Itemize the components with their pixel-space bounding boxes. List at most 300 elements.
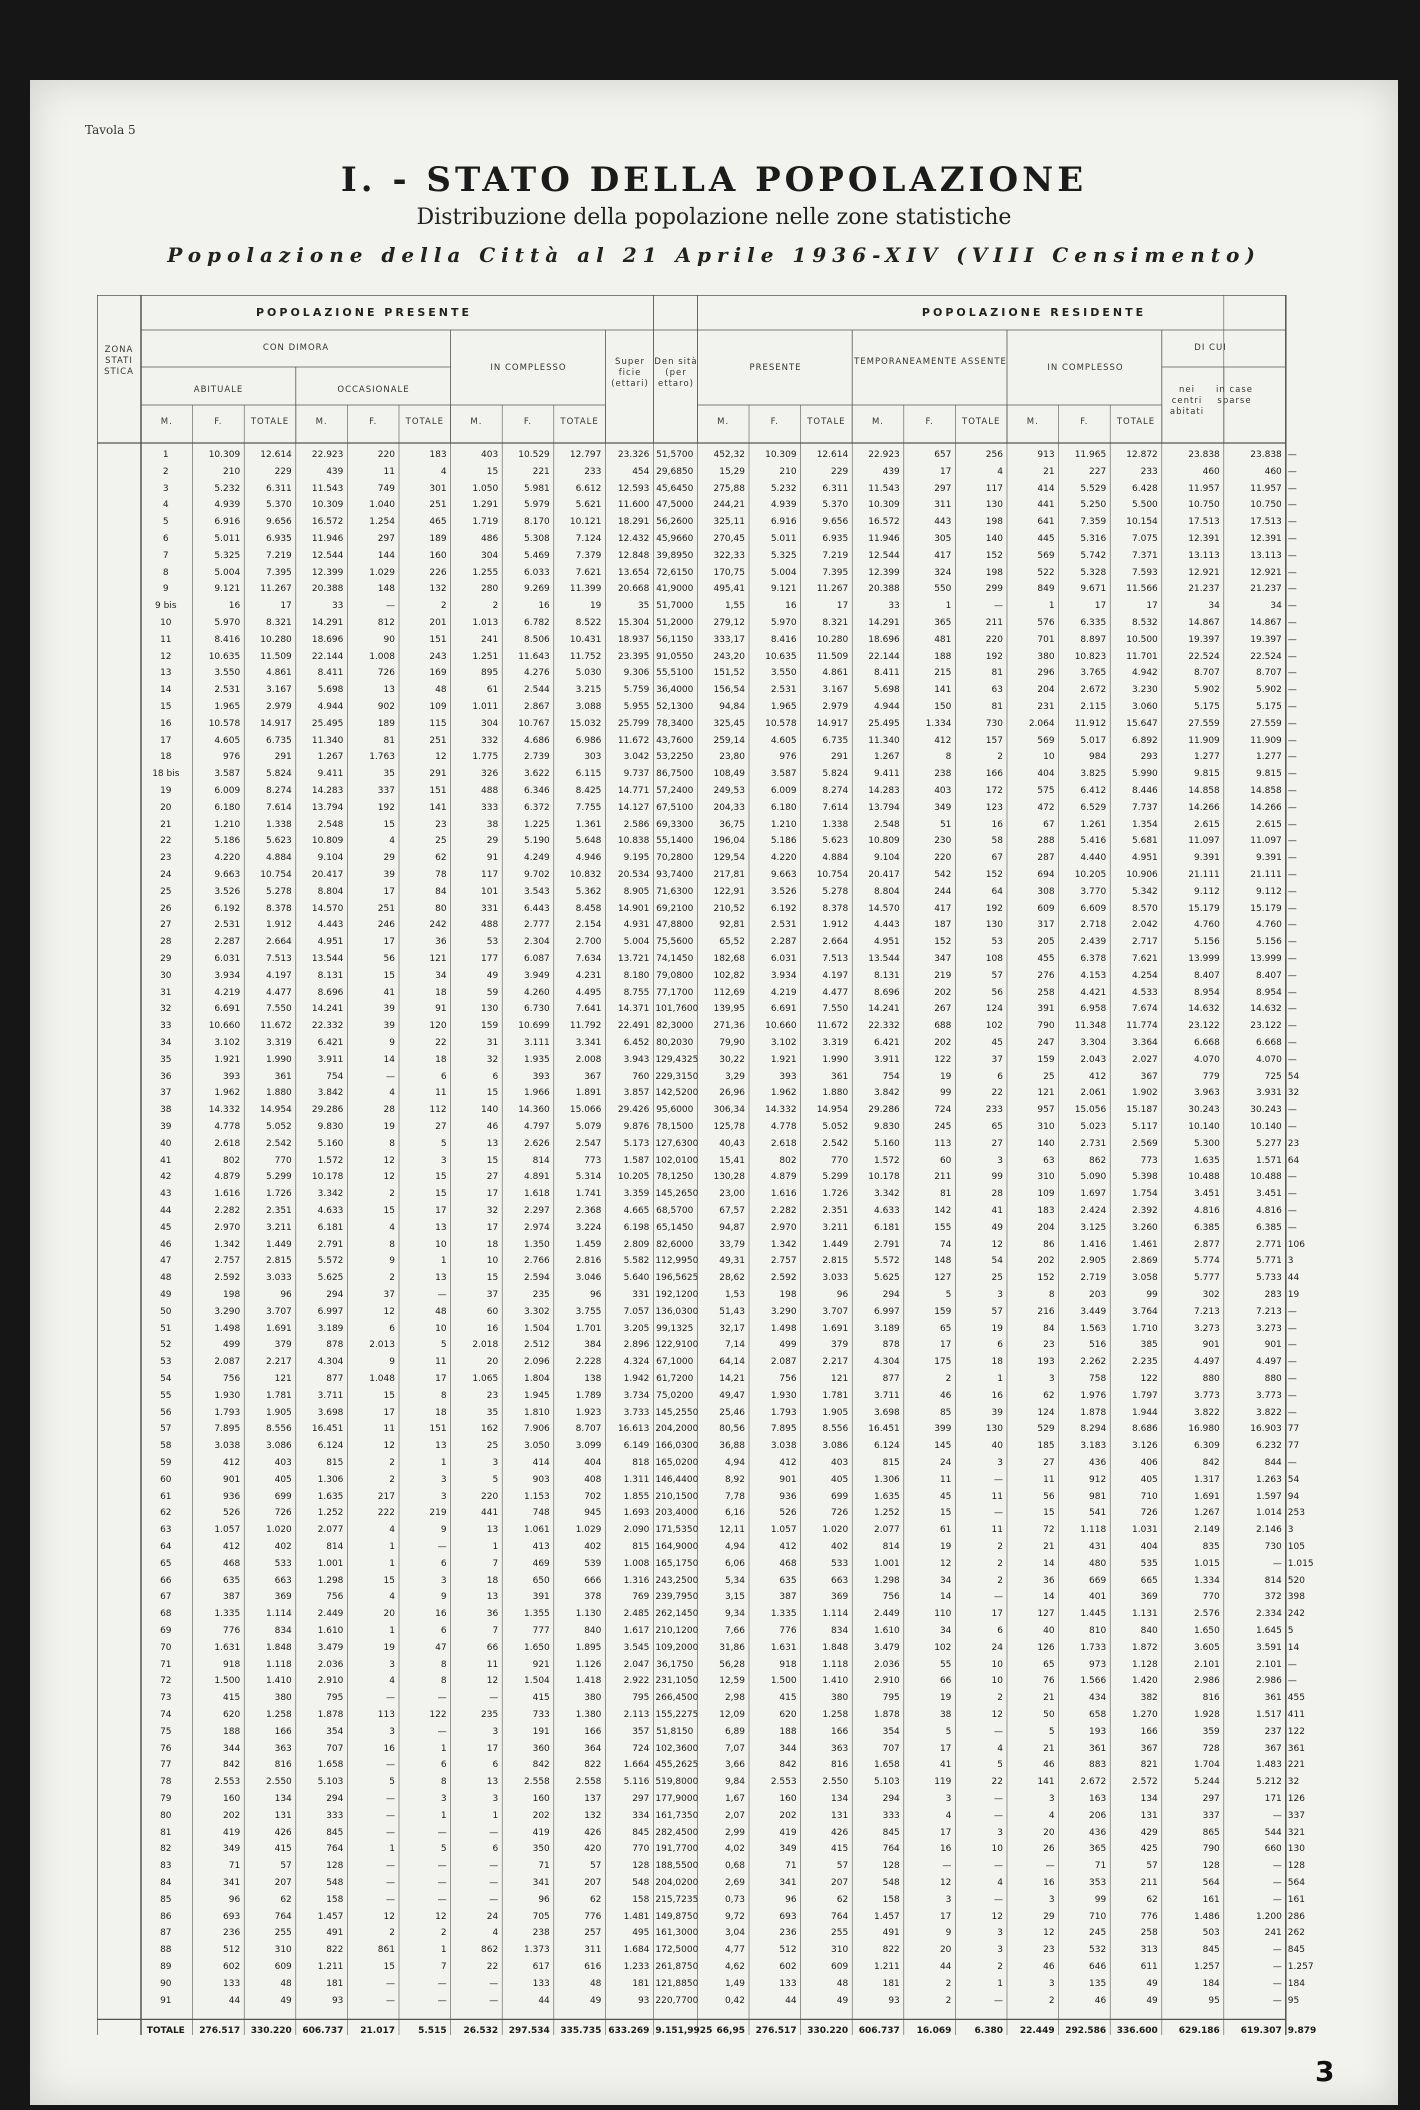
value-cell: 2.910 [874,1676,900,1687]
value-cell: 125,78 [713,1122,745,1132]
value-cell: 361 [274,1071,292,1082]
value-cell: 7,78 [724,1491,745,1502]
value-cell: 13.113 [1188,550,1220,561]
value-cell: 171,5350 [655,1525,699,1536]
value-cell: 46 [1043,1962,1055,1972]
value-cell: 13 [435,1273,447,1284]
value-cell: 4.219 [214,987,241,998]
value-cell: 8 [440,1777,447,1788]
value-cell: 380 [274,1693,292,1704]
value-cell: 1,49 [724,1978,745,1989]
value-cell: 2.718 [1080,920,1107,931]
value-cell: 5.469 [524,550,550,561]
value-cell: 1 [389,1542,395,1552]
value-cell: 331 [632,1290,650,1300]
value-cell: 431 [1089,1542,1107,1552]
value-cell: 1.658 [874,1760,900,1771]
value-cell: 981 [1089,1491,1107,1502]
value-cell: 70,2800 [656,853,694,864]
value-cell: 4.879 [214,1172,241,1183]
value-cell: 8.321 [266,618,292,628]
value-cell: 5.004 [770,567,797,578]
value-cell: — [1287,1105,1297,1116]
value-cell: 1 [945,601,952,612]
value-cell: 1.500 [770,1676,797,1687]
value-cell: 699 [274,1491,292,1502]
value-cell: 34 [939,1626,952,1636]
value-cell: 242 [429,920,447,931]
value-cell: 4.797 [524,1122,550,1132]
value-cell: 701 [1037,634,1055,645]
value-cell: 2.970 [214,1222,241,1233]
value-cell: 404 [1037,769,1055,780]
value-cell: 5.970 [214,618,241,628]
value-cell: 105 [1287,1542,1305,1552]
value-cell: 7.755 [575,802,602,813]
value-cell: 13 [435,1222,447,1233]
value-cell: 7.379 [575,550,602,561]
value-cell: 877 [326,1374,344,1384]
column-subheader: F. [214,417,223,427]
value-cell: 3.167 [822,685,849,696]
value-cell: 11.965 [1074,450,1107,460]
value-cell: 3.449 [1080,1306,1107,1317]
value-cell: 57 [836,1861,849,1872]
value-cell: 405 [831,1474,849,1485]
value-cell: 130 [985,920,1003,931]
value-cell: 19 [589,601,602,612]
value-cell: 246 [377,920,395,931]
value-cell: 4.220 [214,853,241,864]
value-cell: 15 [435,1172,447,1183]
zone-cell: 17 [160,735,172,746]
value-cell: 10.838 [617,836,650,847]
value-cell: 5.017 [1080,735,1107,746]
value-cell: 1.354 [1132,819,1158,830]
value-cell: 14.332 [765,1105,797,1116]
value-cell: 469 [532,1558,550,1569]
value-cell: 402 [584,1542,602,1552]
value-cell: 7,14 [724,1340,745,1351]
value-cell: 43,7600 [656,735,694,746]
value-cell: 842 [532,1760,550,1771]
zone-cell: 50 [160,1306,172,1317]
value-cell: — [1287,1374,1297,1384]
value-cell: 27.559 [1250,718,1282,729]
value-cell: 64 [1287,1155,1300,1166]
value-cell: 8.411 [874,668,900,679]
value-cell: 2 [945,1995,952,2006]
value-cell: 5.079 [575,1122,602,1132]
value-cell: 845 [632,1827,650,1838]
value-cell: 11.672 [617,735,650,746]
value-cell: — [1272,1962,1282,1972]
value-cell: 6 [440,1760,447,1771]
value-cell: 359 [1202,1726,1220,1737]
value-cell: 84 [1043,1323,1055,1334]
value-cell: 7.621 [1132,954,1158,964]
value-cell: 2.531 [214,685,241,696]
value-cell: 6.309 [1194,1441,1220,1452]
value-cell: 2.572 [1132,1777,1158,1788]
value-cell: 16 [939,1844,952,1855]
value-cell: 45 [991,1038,1003,1048]
value-cell: 2.553 [770,1777,797,1788]
value-cell: 291 [274,752,292,763]
value-cell: 1.373 [524,1945,550,1956]
value-cell: 918 [223,1659,241,1670]
value-cell: 415 [532,1693,550,1704]
value-cell: 5 [389,1777,395,1788]
value-cell: 1.361 [575,819,602,830]
value-cell: 6 [389,1323,395,1334]
value-cell: 14.241 [868,1004,900,1015]
value-cell: 361 [1264,1693,1282,1704]
value-cell: 17 [280,601,292,612]
value-cell: 895 [481,668,499,679]
value-cell: 11.672 [260,1021,292,1032]
value-cell: 71 [228,1861,241,1872]
value-cell: 21 [1043,1542,1055,1552]
value-cell: 3.042 [623,752,650,763]
value-cell: 229 [831,466,849,477]
value-cell: 5.582 [623,1256,650,1267]
value-cell: 6.192 [214,903,241,914]
value-cell: 57 [991,970,1003,981]
value-cell: 18.696 [868,634,900,645]
value-cell: 1.498 [214,1323,241,1334]
value-cell: 140 [985,534,1003,544]
value-cell: 71 [1094,1861,1107,1872]
value-cell: 769 [632,1592,650,1603]
value-cell: 6 [492,1844,499,1855]
value-cell: 6.443 [524,903,550,914]
value-cell: — [1287,550,1297,561]
value-cell: 770 [831,1155,849,1166]
value-cell: — [1287,1172,1297,1183]
zone-cell: 38 [160,1105,172,1116]
value-cell: 108,49 [713,769,745,780]
value-cell: 291 [429,769,447,780]
value-cell: 164,9000 [655,1542,699,1552]
value-cell: 4 [945,1810,952,1821]
value-cell: 5.103 [874,1777,900,1788]
value-cell: 2.217 [822,1357,849,1368]
value-cell: 239,7950 [655,1592,699,1603]
value-cell: 3.086 [822,1441,849,1452]
value-cell: — [1287,987,1297,998]
value-cell: 2 [492,601,499,612]
value-cell: 1.410 [266,1676,292,1687]
value-cell: 810 [1089,1626,1107,1636]
value-cell: 2,69 [724,1878,745,1888]
value-cell: 2.809 [623,1239,650,1250]
value-cell: 331 [481,903,499,914]
value-cell: 1.014 [1256,1508,1282,1519]
value-cell: 144 [377,550,395,561]
value-cell: — [489,1894,499,1905]
value-cell: 7.057 [623,1306,650,1317]
value-cell: 8.180 [623,970,650,981]
value-cell: 1.008 [369,651,395,662]
zone-cell: 83 [160,1861,172,1872]
value-cell: 44 [538,1995,550,2006]
in-centres-header: nei centri abitati [1169,385,1205,417]
value-cell: 4.197 [266,970,292,981]
value-cell: 14.266 [1250,802,1282,813]
value-cell: 1.261 [1080,819,1107,830]
value-cell: 20 [939,1945,952,1956]
value-cell: 36 [486,1609,499,1620]
value-cell: 726 [377,668,395,679]
value-cell: 1.930 [770,1390,797,1401]
value-cell: 2.618 [214,1138,241,1149]
zone-cell: 67 [160,1592,172,1603]
value-cell: 6.997 [317,1306,344,1317]
value-cell: 7,66 [724,1626,745,1636]
value-cell: 113 [934,1138,952,1149]
value-cell: 4,94 [724,1542,745,1552]
value-cell: — [1287,853,1297,864]
value-cell: 6 [440,1071,447,1082]
value-cell: 2.043 [1080,1054,1107,1065]
value-cell: 166,0300 [655,1441,699,1452]
value-cell: 455 [1287,1693,1305,1704]
value-cell: — [1287,1222,1297,1233]
value-cell: 135 [1089,1978,1107,1989]
value-cell: 393 [532,1071,550,1082]
value-cell: 78,1250 [656,1172,694,1183]
value-cell: 3.111 [524,1038,550,1048]
value-cell: 14.867 [1250,618,1282,628]
value-cell: 2.077 [874,1525,900,1536]
value-cell: 3 [1287,1525,1294,1536]
value-cell: — [1287,500,1297,511]
value-cell: — [385,1693,395,1704]
value-cell: 202 [223,1810,241,1821]
column-subheader: M. [470,417,483,427]
value-cell: 15.187 [1126,1105,1158,1116]
value-cell: 297 [632,1794,650,1804]
value-cell: 3.591 [1256,1642,1282,1653]
value-cell: 11.340 [311,735,344,746]
value-cell: 202 [934,1038,952,1048]
value-cell: 725 [1264,1071,1282,1082]
value-cell: 13.654 [617,567,650,578]
value-cell: 18 [486,1239,499,1250]
value-cell: 5.774 [1194,1256,1220,1267]
value-cell: 756 [882,1592,900,1603]
value-cell: 6 [440,1558,447,1569]
value-cell: 16.980 [1188,1424,1220,1435]
value-cell: 420 [584,1844,602,1855]
value-cell: 4.260 [524,987,550,998]
value-cell: 255 [274,1928,292,1939]
value-cell: 2.974 [524,1222,550,1233]
value-cell: 11 [1043,1474,1055,1485]
value-cell: 8 [440,1676,447,1687]
value-cell: 609 [831,1962,849,1972]
value-cell: 412 [779,1458,797,1468]
value-cell: 393 [223,1071,241,1082]
value-cell: — [1287,567,1297,578]
value-cell: — [1287,786,1297,796]
value-cell: 6.380 [974,2026,1003,2037]
value-cell: 902 [377,702,395,712]
value-cell: 1.775 [472,752,499,763]
scanned-page [30,80,1398,2105]
value-cell: 1.029 [575,1525,602,1536]
zone-cell: 4 [162,500,169,511]
value-cell: 4.760 [1194,920,1220,931]
value-cell: 9.737 [623,769,650,780]
value-cell: 6.428 [1132,483,1158,494]
value-cell: 1.645 [1256,1626,1282,1636]
value-cell: 918 [779,1659,797,1670]
value-cell: — [437,1894,447,1905]
value-cell: 235 [481,1710,499,1720]
value-cell: 8.905 [623,886,650,897]
value-cell: 8.131 [317,970,344,981]
value-cell: 5.648 [575,836,602,847]
value-cell: 8.425 [575,786,602,796]
value-cell: — [1045,1861,1055,1872]
value-cell: 3 [492,1794,499,1804]
value-cell: 688 [934,1021,952,1032]
value-cell: 6.668 [1256,1038,1282,1048]
value-cell: 2.512 [524,1340,550,1351]
value-cell: 211 [934,1172,952,1183]
value-cell: 39 [383,1004,395,1015]
value-cell: 11.509 [816,651,849,662]
value-cell: 113 [377,1710,395,1720]
value-cell: 3.943 [623,1054,650,1065]
value-cell: 10.309 [311,500,344,511]
value-cell: 3.342 [874,1189,900,1200]
value-cell: — [1287,1054,1297,1065]
value-cell: 1.445 [1080,1609,1107,1620]
value-cell: 76 [1043,1676,1055,1687]
value-cell: 2.087 [770,1357,797,1368]
value-cell: 6.192 [770,903,797,914]
value-cell: 148 [934,1256,952,1267]
value-cell: 99 [991,1172,1003,1183]
value-cell: 10.750 [1188,500,1220,511]
value-cell: 2.228 [575,1357,602,1368]
value-cell: 152 [985,870,1003,880]
value-cell: 4 [492,1928,499,1939]
value-cell: 71 [785,1861,797,1872]
value-cell: 27 [435,1122,447,1132]
value-cell: 3.183 [1080,1441,1107,1452]
value-cell: 198 [779,1290,797,1300]
value-cell: 835 [1202,1542,1220,1552]
value-cell: 455,2625 [655,1760,699,1771]
value-cell: 276.517 [755,2026,797,2037]
value-cell: 602 [223,1962,241,1972]
value-cell: 749 [377,483,395,494]
value-cell: 130 [985,500,1003,511]
value-cell: 16 [228,601,241,612]
zone-cell: 46 [160,1239,172,1250]
value-cell: 5.156 [1194,937,1220,948]
value-cell: 730 [985,718,1003,729]
value-cell: 25 [486,1441,499,1452]
value-cell: 8.378 [822,903,849,914]
value-cell: — [385,1978,395,1989]
value-cell: 773 [584,1155,602,1166]
zone-cell: 88 [160,1945,172,1956]
value-cell: 20.668 [617,584,650,595]
zone-cell: 47 [160,1256,172,1267]
value-cell: 18.696 [311,634,344,645]
value-cell: — [1287,718,1297,729]
value-cell: 2.542 [266,1138,292,1149]
value-cell: 46 [1043,1760,1055,1771]
value-cell: 901 [779,1474,797,1485]
value-cell: 10.121 [569,517,602,528]
value-cell: 62 [435,853,447,864]
value-cell: 4.440 [1080,853,1107,864]
value-cell: 71,6300 [656,886,694,897]
value-cell: 620 [779,1710,797,1720]
value-cell: 845 [1287,1945,1305,1956]
value-cell: 47,8800 [656,920,694,931]
value-cell: — [385,1894,395,1905]
value-cell: 8.458 [575,903,602,914]
value-cell: 1.338 [822,819,849,830]
value-cell: 3.304 [1080,1038,1107,1048]
value-cell: 7.895 [214,1424,241,1435]
value-cell: 16.572 [311,517,344,528]
zone-cell: 52 [160,1340,172,1351]
value-cell: 57,2400 [656,786,694,796]
value-cell: 121 [274,1374,292,1384]
value-cell: 6.033 [524,567,550,578]
value-cell: 34 [1270,601,1282,612]
value-cell: 112 [429,1105,447,1116]
value-cell: 67 [1043,819,1055,830]
value-cell: — [1287,752,1297,763]
value-cell: 7.124 [575,534,602,544]
value-cell: 79,90 [719,1038,745,1048]
value-cell: 369 [274,1592,292,1603]
value-cell: 206 [1089,1810,1107,1821]
value-cell: 10.154 [1126,517,1158,528]
value-cell: 2.550 [822,1777,849,1788]
value-cell: 2.896 [623,1340,650,1351]
value-cell: 53 [486,937,499,948]
value-cell: — [1287,618,1297,628]
zone-cell: 56 [160,1407,172,1418]
value-cell: 3.290 [770,1306,797,1317]
value-cell: 14.954 [816,1105,849,1116]
value-cell: 130,28 [713,1172,745,1183]
value-cell: — [1287,819,1297,830]
zone-cell: 6 [162,534,169,544]
value-cell: 308 [1037,886,1055,897]
zone-cell: 60 [160,1474,172,1485]
value-cell: 1.258 [822,1710,849,1720]
value-cell: 22 [486,1962,499,1972]
value-cell: 12 [383,1441,395,1452]
value-cell: 6.087 [524,954,550,964]
value-cell: 403 [831,1458,849,1468]
value-cell: 276 [1037,970,1055,981]
value-cell: 11 [435,1357,447,1368]
value-cell: 1.635 [874,1491,900,1502]
value-cell: 1.691 [266,1323,292,1334]
